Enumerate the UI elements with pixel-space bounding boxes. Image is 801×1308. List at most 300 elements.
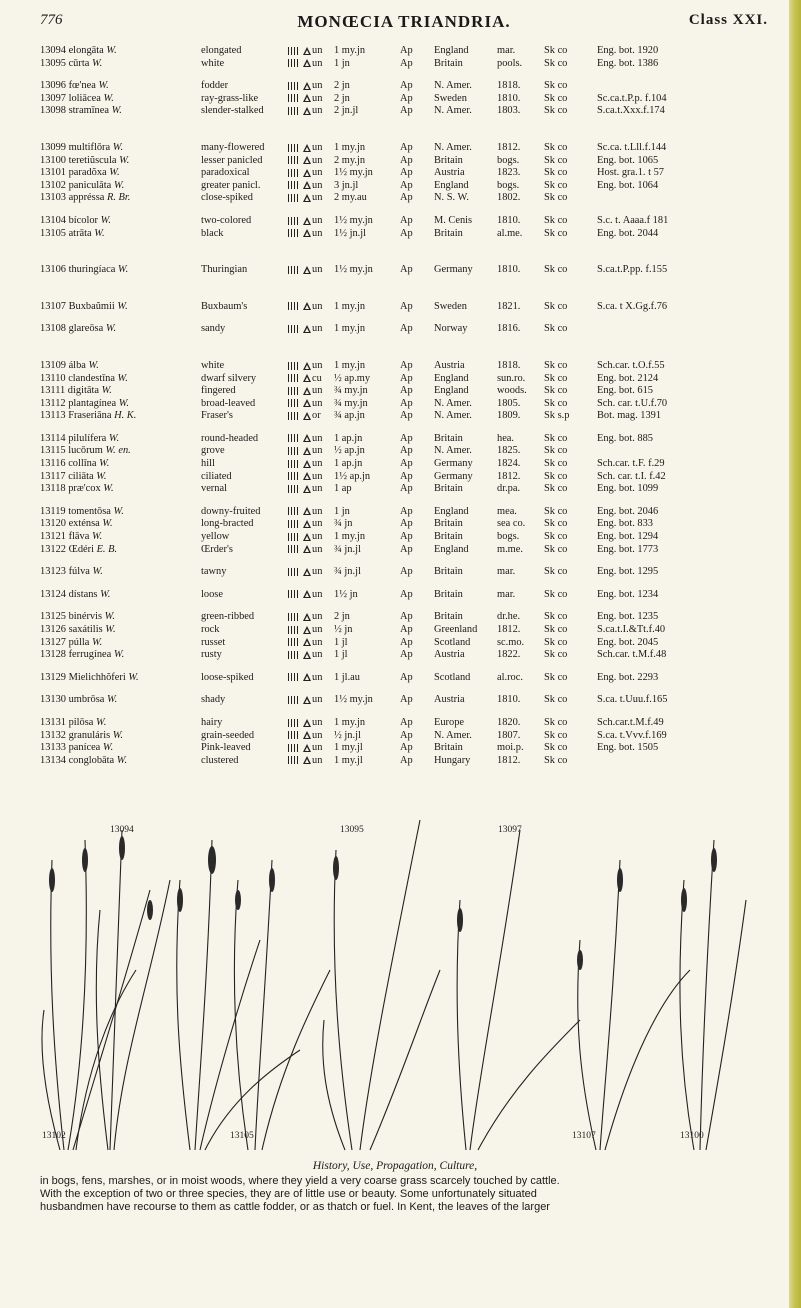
species-authority: W. en. [105,445,131,457]
species-name: 13122 Œdéri [40,543,94,555]
reference: Eng. bot. 833 [597,518,653,530]
species-name-cell [40,742,190,755]
reference: Eng. bot. 1064 [597,179,659,191]
species-row [40,433,776,446]
native-country: Britain [434,566,463,578]
color-code: Ap [400,729,413,741]
species-name: 13130 umbrōsa [40,694,105,706]
soil-propagation: Sk co [544,458,568,470]
height-flowering: 1 my.jn [334,323,366,335]
species-authority: W. [128,671,139,683]
height-flowering: ½ jn [334,624,353,635]
height-flowering: 1½ my.jn [334,694,373,706]
soil-propagation: Sk co [544,264,568,276]
color-code: Ap [400,397,413,409]
english-name: white [201,57,225,69]
species-name: 13096 fœ'nea [40,80,96,92]
english-name: rusty [201,649,222,661]
english-name: grove [201,445,225,457]
grass-icon [288,362,299,370]
year-habitat: 1821. [497,300,521,312]
native-country: Britain [434,227,463,239]
soil-propagation: Sk co [544,566,568,578]
english-name: broad-leaved [201,397,256,409]
reference: Sc.ca. t.Lll.f.144 [597,141,667,153]
grass-icon [288,744,299,752]
color-code: Ap [400,359,413,371]
reference: S.ca.t.I.&Tt.f.40 [597,624,666,635]
native-country: Austria [434,359,465,371]
color-code: Ap [400,432,413,444]
soil-propagation: Sk co [544,716,568,728]
year-habitat: 1810. [497,264,521,276]
group-spacer [40,684,776,694]
native-country: N. Amer. [434,80,472,92]
native-country: Sweden [434,92,467,104]
color-code: Ap [400,531,413,543]
year-habitat: 1825. [497,445,521,457]
color-code: Ap [400,716,413,728]
species-name-cell [40,694,190,707]
species-row [40,264,776,277]
year-habitat: 1812. [497,754,521,766]
reference: Eng. bot. 2045 [597,636,659,648]
color-code: Ap [400,45,413,56]
native-country: N. Amer. [434,397,472,409]
species-name-cell [40,215,190,228]
grass-icon [288,156,299,164]
year-habitat: moi.p. [497,742,524,754]
english-name: loose-spiked [201,671,254,683]
species-name-cell [40,410,190,423]
grass-icon [288,94,299,102]
year-habitat: bogs. [497,154,520,166]
soil-propagation: Sk co [544,445,568,457]
color-code: Ap [400,179,413,191]
grass-icon [288,731,299,739]
grass-icon [288,229,299,237]
height-flowering: 1 jn [334,57,350,69]
year-habitat: 1823. [497,167,521,179]
native-country: Britain [434,432,463,444]
body-line: in bogs, fens, marshes, or in moist woods, where they yield a very coarse grass scarcely touched by cattle. [40,1175,560,1187]
species-row [40,483,776,496]
species-name: 13120 exténsa [40,518,100,530]
color-code: Ap [400,92,413,104]
soil-propagation: Sk co [544,214,568,226]
color-code: Ap [400,505,413,517]
soil-propagation: Sk co [544,154,568,166]
year-habitat: dr.he. [497,611,521,623]
perennial-triangle-icon [303,472,311,480]
grass-icon [288,325,299,333]
soil-propagation: Sk co [544,543,568,555]
species-authority: W. [102,742,114,754]
reference: Sch.car. t.O.f.55 [597,359,665,371]
color-code: Ap [400,80,413,92]
reference: Sch. car. t.U.f.70 [597,397,668,409]
english-name: russet [201,636,226,648]
color-code: Ap [400,458,413,470]
species-name: 13129 Mielichhŏferi [40,671,126,683]
species-row [40,155,776,168]
group-spacer [40,277,776,301]
year-habitat: sun.ro. [497,372,526,384]
native-country: England [434,543,469,555]
grass-icon [288,590,299,598]
grass-icon [288,460,299,468]
perennial-triangle-icon [303,613,311,621]
species-name-cell [40,445,190,458]
species-name-cell [40,398,190,411]
year-habitat: 1812. [497,470,521,482]
grass-icon [288,696,299,704]
species-row [40,506,776,519]
color-code: Ap [400,227,413,239]
duration: un [312,588,323,600]
soil-propagation: Sk co [544,45,568,56]
english-name: long-bracted [201,518,254,530]
species-row [40,531,776,544]
year-habitat: pools. [497,57,523,69]
grass-icon [288,485,299,493]
species-name: 13118 præ'cox [40,483,101,495]
group-spacer [40,70,776,80]
duration: un [312,531,323,543]
duration: un [312,432,323,444]
perennial-triangle-icon [303,302,311,310]
perennial-triangle-icon [303,696,311,704]
soil-propagation: Sk co [544,167,568,179]
height-flowering: 1 my.jl [334,754,363,766]
species-name-cell [40,142,190,155]
perennial-triangle-icon [303,59,311,67]
perennial-triangle-icon [303,673,311,681]
species-name: 13134 conglobāta [40,754,115,766]
grass-icon [288,638,299,646]
height-flowering: 1½ jn [334,588,358,600]
perennial-triangle-icon [303,325,311,333]
year-habitat: 1812. [497,624,521,635]
soil-propagation: Sk co [544,754,568,766]
english-name: close-spiked [201,192,253,204]
species-row [40,742,776,755]
height-flowering: ¾ jn.jl [334,566,361,578]
plate-label-13107: 13107 [572,1131,596,1141]
perennial-triangle-icon [303,107,311,115]
native-country: Austria [434,694,465,706]
year-habitat: 1822. [497,649,521,661]
species-row [40,672,776,685]
species-name-cell [40,93,190,106]
english-name: lesser panicled [201,154,263,166]
reference: Bot. mag. 1391 [597,410,662,422]
perennial-triangle-icon [303,229,311,237]
species-authority: W. [101,385,112,397]
species-row [40,360,776,373]
species-name: 13103 appréssa [40,192,105,204]
native-country: Germany [434,458,473,470]
english-name: green-ribbed [201,611,255,623]
native-country: N. Amer. [434,141,472,153]
species-authority: W. [113,505,124,517]
species-authority: W. [104,611,115,623]
species-name: 13125 binérvis [40,611,103,623]
soil-propagation: Sk co [544,611,568,623]
soil-propagation: Sk co [544,80,568,92]
native-country: England [434,385,469,397]
year-habitat: 1810. [497,214,521,226]
reference: Eng. bot. 2044 [597,227,659,239]
height-flowering: 1 ap.jn [334,458,363,470]
species-authority: W. [91,57,103,69]
native-country: England [434,179,469,191]
native-country: Sweden [434,300,467,312]
species-name-cell [40,589,190,602]
english-name: Buxbaum's [201,300,248,312]
year-habitat: hea. [497,432,515,444]
english-name: downy-fruited [201,505,261,517]
duration: or [312,410,321,422]
english-name: slender-stalked [201,105,264,117]
native-country: Hungary [434,754,471,766]
year-habitat: mar. [497,566,516,578]
english-name: loose [201,588,223,600]
year-habitat: sc.mo. [497,636,525,648]
duration: un [312,505,323,517]
native-country: Scotland [434,636,471,648]
species-name-cell [40,649,190,662]
year-habitat: dr.pa. [497,483,521,495]
species-name-cell [40,544,190,557]
duration: un [312,214,323,226]
species-name: 13123 fúlva [40,566,90,578]
perennial-triangle-icon [303,47,311,55]
species-authority: W. [106,45,117,56]
soil-propagation: Sk co [544,192,568,204]
perennial-triangle-icon [303,626,311,634]
english-name: Œrder's [201,543,233,555]
grass-icon [288,374,299,382]
species-name-cell [40,566,190,579]
duration: un [312,543,323,555]
color-code: Ap [400,518,413,530]
year-habitat: m.me. [497,543,523,555]
species-row [40,589,776,602]
english-name: hairy [201,716,223,728]
species-row [40,105,776,118]
native-country: Britain [434,588,463,600]
reference: S.ca. t.Vvv.f.169 [597,729,667,741]
species-name-cell [40,611,190,624]
species-name: 13113 Fraseriāna [40,410,112,422]
duration: cu [312,372,322,384]
year-habitat: mar. [497,588,516,600]
english-name: ciliated [201,470,232,482]
duration: un [312,227,323,239]
species-row [40,142,776,155]
species-row [40,398,776,411]
page-number: 776 [40,12,63,28]
species-name-cell [40,323,190,336]
native-country: England [434,45,469,56]
native-country: N. Amer. [434,105,472,117]
perennial-triangle-icon [303,434,311,442]
plate-label-13095: 13095 [340,825,364,835]
species-name: 13105 atrāta [40,227,92,239]
native-country: Scotland [434,671,471,683]
year-habitat: 1810. [497,92,521,104]
height-flowering: ¾ ap.jn [334,410,365,422]
species-row [40,471,776,484]
reference: Sc.ca.t.P.p. f.104 [597,92,667,104]
perennial-triangle-icon [303,169,311,177]
height-flowering: ½ ap.jn [334,445,365,457]
duration: un [312,518,323,530]
native-country: Europe [434,716,465,728]
species-authority: W. [117,372,128,384]
native-country: N. Amer. [434,445,472,457]
grass-icon [288,719,299,727]
species-authority: W. [117,300,128,312]
grass-icon [288,59,299,67]
species-name: 13106 thuringíaca [40,264,116,276]
perennial-triangle-icon [303,638,311,646]
color-code: Ap [400,385,413,397]
soil-propagation: Sk co [544,300,568,312]
duration: un [312,105,323,117]
soil-propagation: Sk co [544,227,568,239]
height-flowering: 1 jl [334,649,348,661]
native-country: Norway [434,323,468,335]
height-flowering: ¾ my.jn [334,385,368,397]
native-country: M. Cenis [434,214,473,226]
grass-icon [288,626,299,634]
reference: Sch.car. t.M.f.48 [597,649,667,661]
duration: un [312,458,323,470]
grass-icon [288,266,299,274]
species-row [40,730,776,743]
reference: S.ca.t.P.pp. f.155 [597,264,668,276]
height-flowering: 1 my.jn [334,716,366,728]
reference: Sch.car.t.M.f.49 [597,716,664,728]
native-country: Germany [434,264,473,276]
english-name: shady [201,694,226,706]
species-row [40,93,776,106]
color-code: Ap [400,694,413,706]
grass-icon [288,472,299,480]
perennial-triangle-icon [303,156,311,164]
reference: Eng. bot. 885 [597,432,653,444]
species-authority: W. [119,154,130,166]
species-authority: W. [111,105,122,117]
species-name: 13101 paradŏxa [40,167,107,179]
english-name: Fraser's [201,410,233,422]
group-spacer [40,707,776,717]
species-authority: W. [99,458,110,470]
color-code: Ap [400,611,413,623]
soil-propagation: Sk co [544,729,568,741]
species-name: 13121 flāva [40,531,90,543]
grass-icon [288,756,299,764]
perennial-triangle-icon [303,756,311,764]
species-authority: W. [105,624,116,635]
native-country: Britain [434,742,463,754]
height-flowering: 1½ my.jn [334,264,373,276]
species-name: 13110 clandestīna [40,372,115,384]
species-name-cell [40,506,190,519]
english-name: hill [201,458,215,470]
species-name: 13117 ciliāta [40,470,94,482]
duration: un [312,92,323,104]
color-code: Ap [400,323,413,335]
reference: Eng. bot. 1920 [597,45,659,56]
species-authority: H. K. [114,410,137,422]
perennial-triangle-icon [303,399,311,407]
reference: Eng. bot. 2293 [597,671,659,683]
species-name-cell [40,180,190,193]
english-name: grain-seeded [201,729,255,741]
species-authority: W. [91,531,103,543]
duration: un [312,397,323,409]
duration: un [312,264,323,276]
species-row [40,755,776,768]
reference: Eng. bot. 1234 [597,588,659,600]
duration: un [312,359,323,371]
height-flowering: 1 jl.au [334,671,360,683]
year-habitat: 1802. [497,192,521,204]
species-row [40,445,776,458]
soil-propagation: Sk s.p [544,410,570,422]
species-row [40,45,776,58]
running-head: MONŒCIA TRIANDRIA. [297,12,511,31]
reference: Host. gra.1. t 57 [597,167,664,179]
grass-icon [288,387,299,395]
species-name: 13131 pilōsa [40,716,94,728]
perennial-triangle-icon [303,744,311,752]
species-name-cell [40,80,190,93]
perennial-triangle-icon [303,194,311,202]
duration: un [312,179,323,191]
year-habitat: sea co. [497,518,526,530]
species-name-cell [40,531,190,544]
species-authority: W. [105,323,117,335]
species-name-cell [40,385,190,398]
color-code: Ap [400,566,413,578]
year-habitat: bogs. [497,531,520,543]
species-name: 13114 pilulífera [40,432,107,444]
species-row [40,458,776,471]
color-code: Ap [400,372,413,384]
species-row [40,385,776,398]
species-name: 13097 loliācea [40,92,101,104]
english-name: greater panicl. [201,179,261,191]
english-name: white [201,359,225,371]
english-name: fingered [201,385,236,397]
height-flowering: 2 jn [334,92,350,104]
body-text [40,1175,770,1215]
color-code: Ap [400,264,413,276]
perennial-triangle-icon [303,719,311,727]
species-name: 13095 cūrta [40,57,90,69]
soil-propagation: Sk co [544,483,568,495]
page-edge [789,0,801,1308]
height-flowering: 1½ ap.jn [334,470,371,482]
soil-propagation: Sk co [544,624,568,635]
soil-propagation: Sk co [544,323,568,335]
english-name: Thuringian [201,264,248,276]
perennial-triangle-icon [303,460,311,468]
